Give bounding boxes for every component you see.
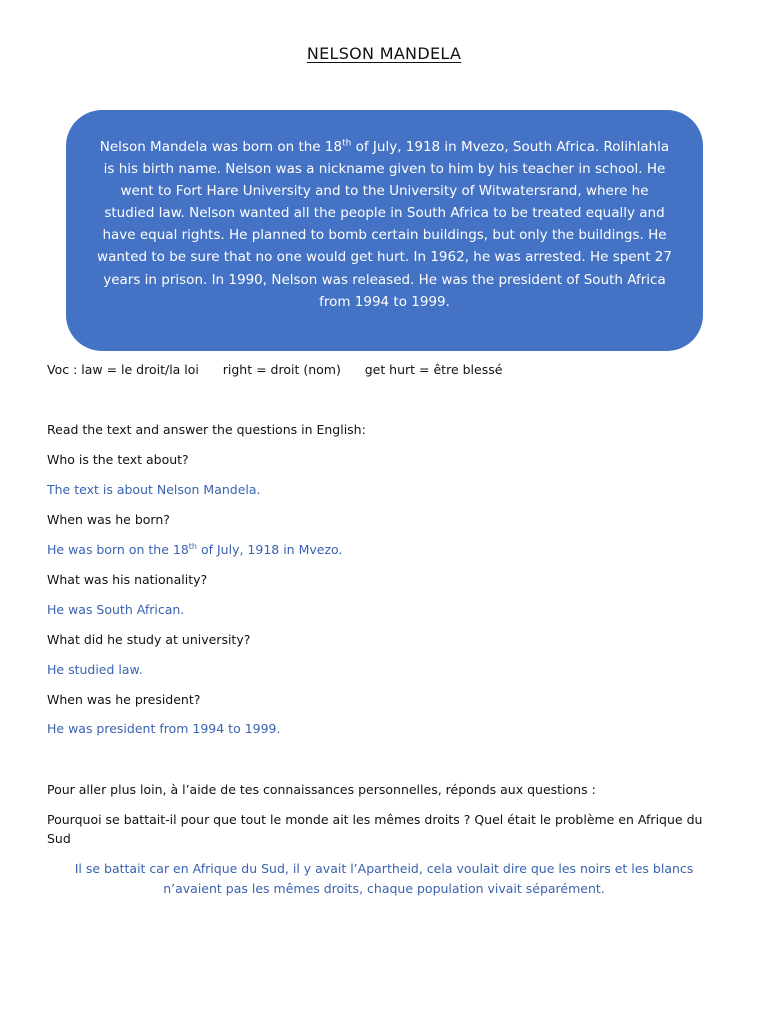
answer-2-start: He was born on the 18	[47, 542, 189, 557]
page-title: NELSON MANDELA	[306, 44, 462, 63]
vocab-right: right = droit (nom)	[222, 362, 341, 377]
question-1: Who is the text about?	[47, 452, 189, 467]
instruction-text: Read the text and answer the questions in English:	[47, 422, 366, 437]
question-4: What did he study at university?	[47, 632, 251, 647]
answer-4: He studied law.	[47, 662, 143, 677]
answer-2-rest: of July, 1918 in Mvezo.	[197, 542, 343, 557]
extra-instruction: Pour aller plus loin, à l’aide de tes connaissances personnelles, réponds aux questions :	[47, 782, 596, 797]
extra-answer: Il se battait car en Afrique du Sud, il y avait l’Apartheid, cela voulait dire que les noirs et les blancs n’avaient pas les mêmes droits, chaque population vivait séparément.	[74, 861, 694, 896]
answer-3: He was South African.	[47, 602, 185, 617]
vocab-law: Voc : law = le droit/la loi	[47, 362, 199, 377]
biography-text-start: Nelson Mandela was born on the 18	[99, 139, 343, 155]
extra-question: Pourquoi se battait-il pour que tout le monde ait les mêmes droits ? Quel était le problème en Afrique du Sud	[47, 812, 703, 846]
question-5: When was he president?	[47, 692, 201, 707]
vocabulary-line	[47, 362, 502, 377]
biography-box	[66, 110, 703, 351]
vocab-get-hurt: get hurt = être blessé	[364, 362, 503, 377]
biography-ordinal-suffix: th	[342, 138, 352, 149]
answer-2-ordinal-suffix: th	[188, 541, 197, 551]
answer-2	[47, 541, 342, 559]
question-3: What was his nationality?	[47, 572, 208, 587]
answer-5: He was president from 1994 to 1999.	[47, 721, 281, 736]
answer-1: The text is about Nelson Mandela.	[47, 482, 261, 497]
biography-text-rest: of July, 1918 in Mvezo, South Africa. Rolihlahla is his birth name. Nelson was a nickname given to him by his teacher in school. He went to Fort Hare University and to the University of Witwatersrand, where he studied law. Nelson wanted all the people in South Africa to be treated equally and have equal rights. He planned to bomb certain buildings, but only the buildings. He wanted to be sure that no one would get hurt. In 1962, he was arrested. He spent 27 years in prison. In 1990, Nelson was released. He was the president of South Africa from 1994 to 1999.	[97, 139, 672, 310]
question-2: When was he born?	[47, 512, 170, 527]
